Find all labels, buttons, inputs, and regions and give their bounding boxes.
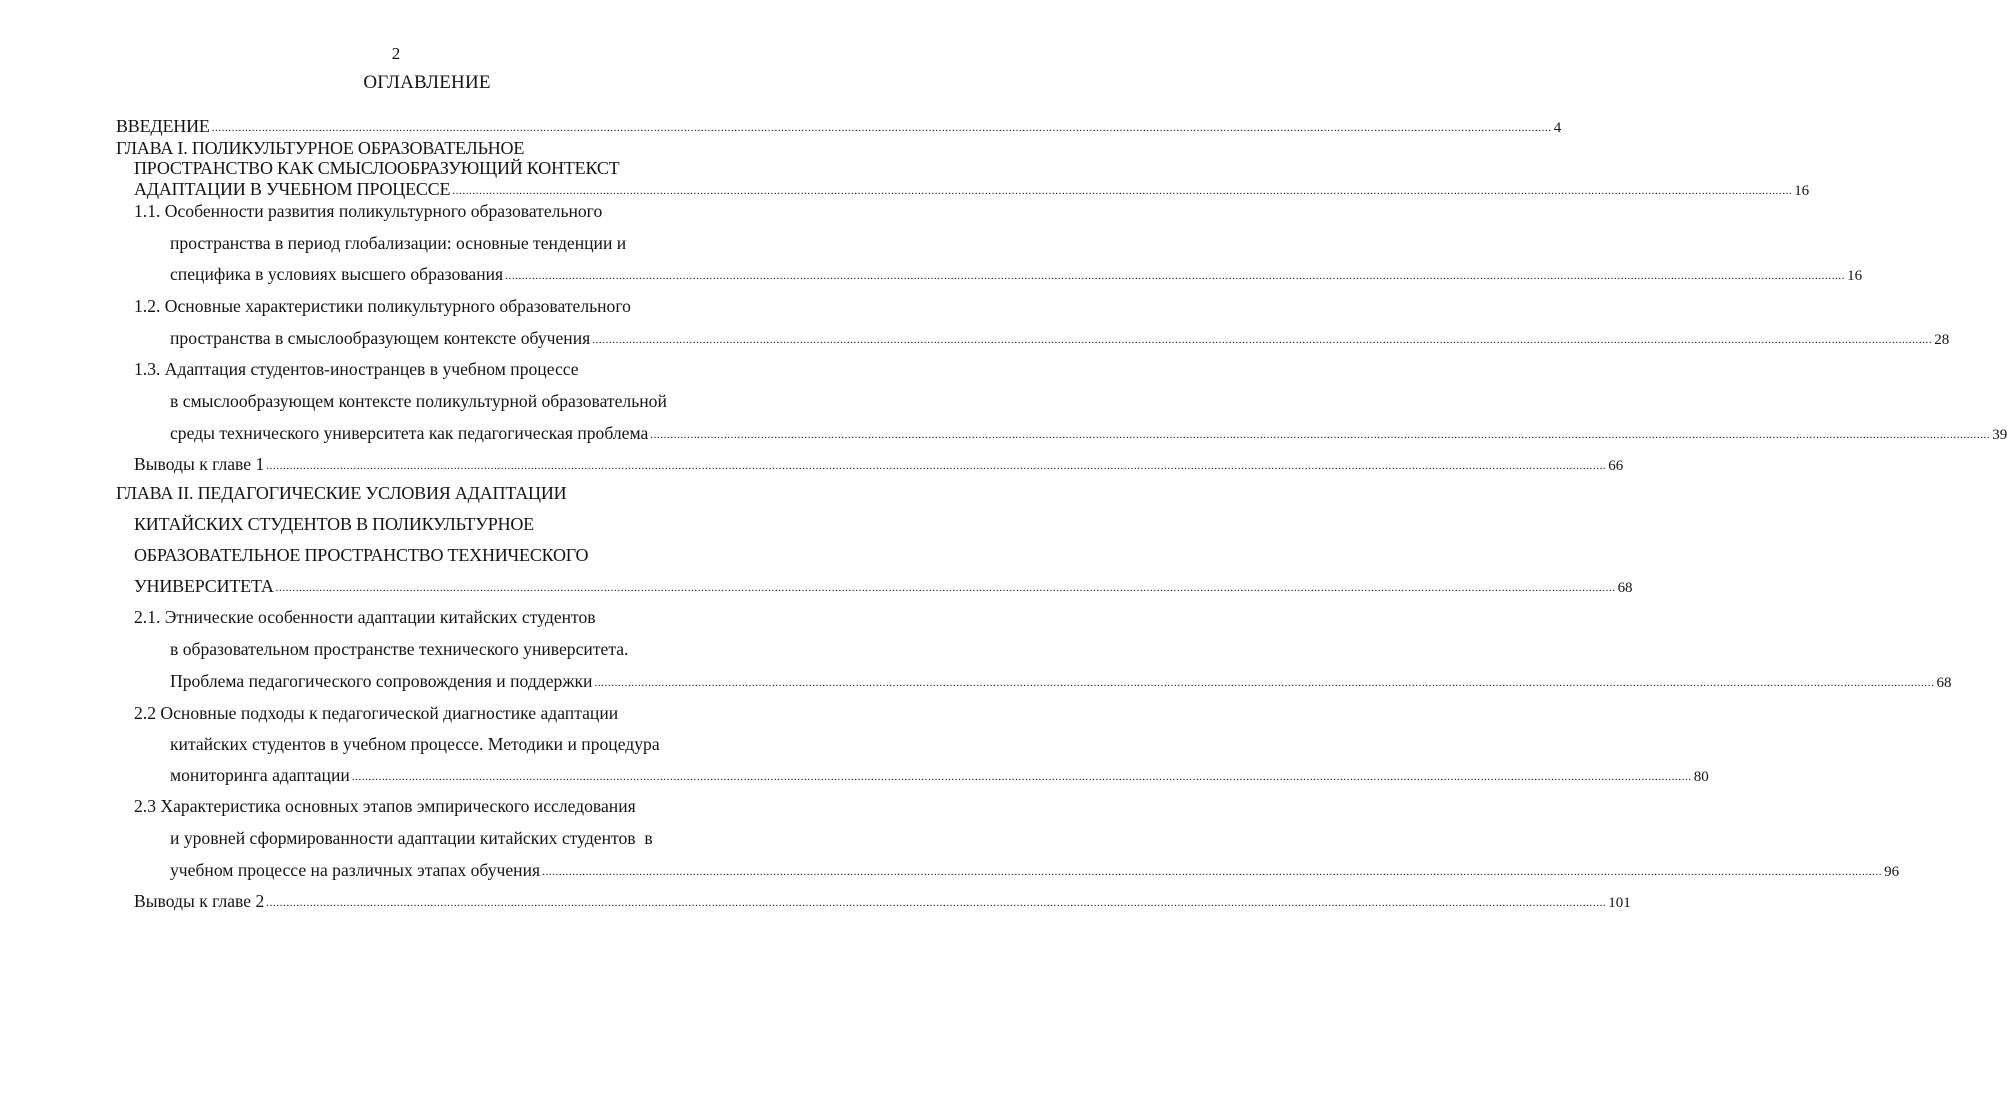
toc-entry-title: Выводы к главе 2 xyxy=(134,891,265,911)
toc-entry-section-1-1[interactable] xyxy=(170,264,1863,284)
toc-entry-chapter1[interactable] xyxy=(134,179,1809,199)
dot-leader: ................................................................................................................................................................................................................................................................................................................................................................................................................ xyxy=(592,334,1933,346)
toc-entry-page: 16 xyxy=(1847,268,1863,284)
toc-entry-conclusions-1[interactable] xyxy=(134,454,1624,474)
toc-entry-page: 96 xyxy=(1884,864,1900,880)
toc-entry-chapter2[interactable] xyxy=(134,576,1633,596)
toc-entry-page: 68 xyxy=(1936,675,1952,691)
toc-chapter2-line3[interactable]: ОБРАЗОВАТЕЛЬНОЕ ПРОСТРАНСТВО ТЕХНИЧЕСКОГО xyxy=(134,545,589,565)
toc-chapter2-line1[interactable]: ГЛАВА II. ПЕДАГОГИЧЕСКИЕ УСЛОВИЯ АДАПТАЦИИ xyxy=(116,483,567,503)
toc-entry-title: Выводы к главе 1 xyxy=(134,454,265,474)
toc-entry-section-2-2[interactable] xyxy=(170,765,1709,785)
toc-section-1-1-line1[interactable]: 1.1. Особенности развития поликультурного образовательного xyxy=(134,201,603,221)
toc-entry-conclusions-2[interactable] xyxy=(134,891,1631,911)
toc-chapter1-line2[interactable]: ПРОСТРАНСТВО КАК СМЫСЛООБРАЗУЮЩИЙ КОНТЕКСТ xyxy=(134,158,620,178)
toc-entry-page: 4 xyxy=(1553,120,1561,136)
dot-leader: ................................................................................................................................................................................................................................................................................................................................................................................................................ xyxy=(351,771,1692,783)
toc-section-1-2-line1[interactable]: 1.2. Основные характеристики поликультурного образовательного xyxy=(134,296,631,316)
toc-section-1-3-line2[interactable]: в смыслообразующем контексте поликультурной образовательной xyxy=(170,391,667,411)
dot-leader: ................................................................................................................................................................................................................................................................................................................................................................................................................ xyxy=(275,582,1616,594)
dot-leader: ................................................................................................................................................................................................................................................................................................................................................................................................................ xyxy=(452,185,1793,197)
toc-entry-title: среды технического университета как педагогическая проблема xyxy=(170,423,649,443)
toc-entry-section-2-3[interactable] xyxy=(170,860,1900,880)
toc-section-1-3-line1[interactable]: 1.3. Адаптация студентов-иностранцев в учебном процессе xyxy=(134,359,579,379)
dot-leader: ................................................................................................................................................................................................................................................................................................................................................................................................................ xyxy=(542,866,1883,878)
toc-chapter2-line2[interactable]: КИТАЙСКИХ СТУДЕНТОВ В ПОЛИКУЛЬТУРНОЕ xyxy=(134,514,534,534)
toc-entry-section-1-3[interactable] xyxy=(170,423,2007,443)
toc-entry-title: мониторинга адаптации xyxy=(170,765,350,785)
dot-leader: ................................................................................................................................................................................................................................................................................................................................................................................................................ xyxy=(211,122,1552,134)
toc-entry-title: АДАПТАЦИИ В УЧЕБНОМ ПРОЦЕССЕ xyxy=(134,179,451,199)
toc-entry-page: 16 xyxy=(1794,183,1809,199)
toc-entry-title: специфика в условиях высшего образования xyxy=(170,264,504,284)
toc-entry-title: Проблема педагогического сопровождения и поддержки xyxy=(170,671,593,691)
toc-section-2-2-line2[interactable]: китайских студентов в учебном процессе. Методики и процедура xyxy=(170,734,660,754)
toc-section-2-3-line1[interactable]: 2.3 Характеристика основных этапов эмпирического исследования xyxy=(134,796,636,816)
toc-chapter1-line1[interactable]: ГЛАВА I. ПОЛИКУЛЬТУРНОЕ ОБРАЗОВАТЕЛЬНОЕ xyxy=(116,138,525,158)
toc-entry-title: пространства в смыслообразующем контексте обучения xyxy=(170,328,591,348)
toc-entry-intro[interactable] xyxy=(116,116,1561,136)
dot-leader: ................................................................................................................................................................................................................................................................................................................................................................................................................ xyxy=(594,677,1935,689)
toc-entry-section-2-1[interactable] xyxy=(170,671,1952,691)
dot-leader: ................................................................................................................................................................................................................................................................................................................................................................................................................ xyxy=(266,897,1607,909)
toc-entry-page: 39 xyxy=(1992,427,2007,443)
toc-entry-title: УНИВЕРСИТЕТА xyxy=(134,576,274,596)
toc-entry-page: 80 xyxy=(1693,769,1709,785)
dot-leader: ................................................................................................................................................................................................................................................................................................................................................................................................................ xyxy=(266,460,1607,472)
toc-section-2-2-line1[interactable]: 2.2 Основные подходы к педагогической диагностике адаптации xyxy=(134,703,619,723)
toc-entry-page: 66 xyxy=(1608,458,1624,474)
page-number: 2 xyxy=(391,44,401,63)
toc-section-1-1-line2[interactable]: пространства в период глобализации: основные тенденции и xyxy=(170,233,627,253)
toc-entry-title: учебном процессе на различных этапах обучения xyxy=(170,860,541,880)
toc-title: ОГЛАВЛЕНИЕ xyxy=(363,72,491,93)
toc-entry-page: 68 xyxy=(1617,580,1633,596)
toc-entry-page: 28 xyxy=(1934,332,1950,348)
toc-section-2-1-line2[interactable]: в образовательном пространстве технического университета. xyxy=(170,639,629,659)
dot-leader: ................................................................................................................................................................................................................................................................................................................................................................................................................ xyxy=(505,270,1846,282)
toc-entry-page: 101 xyxy=(1608,895,1631,911)
toc-entry-title: ВВЕДЕНИЕ xyxy=(116,116,210,136)
toc-section-2-1-line1[interactable]: 2.1. Этнические особенности адаптации китайских студентов xyxy=(134,607,596,627)
toc-section-2-3-line2[interactable]: и уровней сформированности адаптации китайских студентов в xyxy=(170,828,653,848)
toc-entry-section-1-2[interactable] xyxy=(170,328,1950,348)
dot-leader: ................................................................................................................................................................................................................................................................................................................................................................................................................ xyxy=(650,429,1991,441)
